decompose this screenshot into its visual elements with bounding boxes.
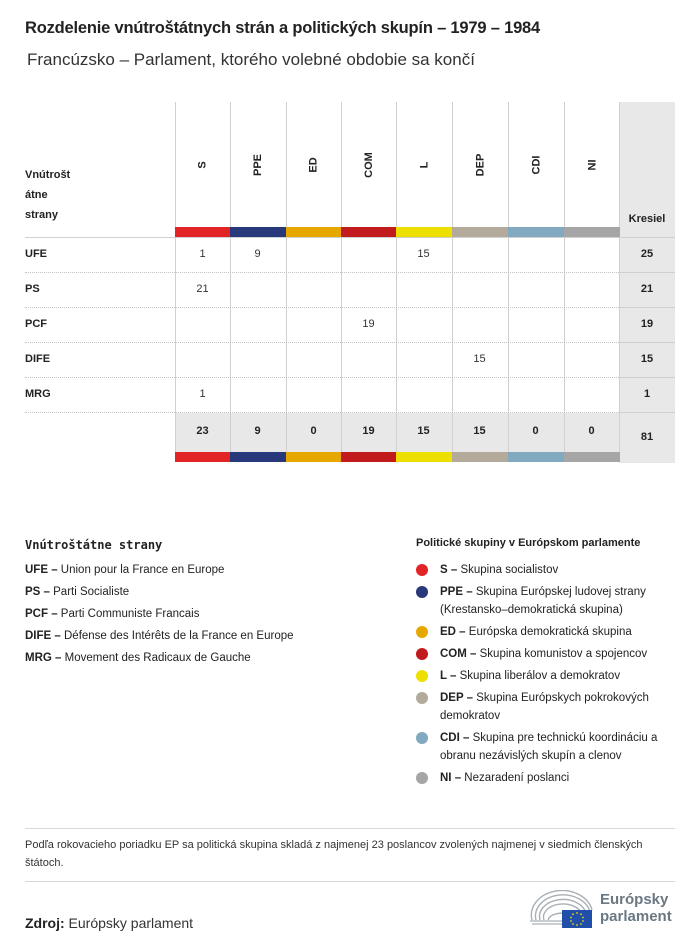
table-cell: 1 bbox=[199, 388, 206, 400]
national-parties-legend-heading: Vnútroštátne strany bbox=[25, 538, 163, 552]
column-header-dep bbox=[452, 102, 508, 227]
table-cell: 15 bbox=[473, 353, 486, 365]
column-total: 0 bbox=[588, 425, 595, 437]
table-cell: 19 bbox=[362, 318, 375, 330]
national-party-legend-item: UFE – Union pour la France en Europe bbox=[25, 564, 225, 576]
group-color-dot-icon bbox=[416, 648, 428, 660]
column-total: 0 bbox=[532, 425, 539, 437]
row-label-dife: DIFE bbox=[25, 353, 51, 365]
column-header-label: CDI bbox=[529, 155, 542, 174]
group-color-bar bbox=[452, 452, 508, 462]
group-color-dot-icon bbox=[416, 772, 428, 784]
column-header-label: COM bbox=[362, 151, 375, 178]
column-header-label: ED bbox=[308, 156, 320, 173]
column-header-com bbox=[341, 102, 397, 227]
row-divider bbox=[25, 412, 675, 413]
group-color-bar bbox=[286, 452, 342, 462]
row-divider bbox=[25, 377, 675, 378]
row-total: 25 bbox=[640, 248, 654, 260]
column-header-ed bbox=[286, 102, 342, 227]
political-groups-legend-heading: Politické skupiny v Európskom parlamente bbox=[416, 537, 641, 549]
footnote: Podľa rokovacieho poriadku EP sa politická skupina skladá z najmenej 23 poslancov zvolených najmenej v siedmich členských štátoch. bbox=[25, 839, 643, 869]
row-label-ps: PS bbox=[25, 283, 40, 295]
group-color-bar bbox=[286, 227, 342, 237]
seats-row-divider bbox=[619, 272, 675, 273]
national-party-legend-item: MRG – Movement des Radicaux de Gauche bbox=[25, 652, 251, 664]
table-cell: 9 bbox=[254, 248, 261, 260]
group-color-dot-icon bbox=[416, 626, 428, 638]
column-header-label: L bbox=[417, 161, 430, 168]
column-header-label: NI bbox=[586, 159, 598, 170]
group-color-bar bbox=[175, 452, 231, 462]
political-group-legend-item: PPE – Skupina Európskej ludovej strany (Krestansko–demokratická skupina) bbox=[440, 586, 646, 616]
group-color-bar bbox=[564, 227, 620, 237]
column-total: 23 bbox=[196, 425, 209, 437]
group-color-dot-icon bbox=[416, 670, 428, 682]
distribution-table bbox=[0, 0, 700, 470]
column-header-label: DEP bbox=[474, 153, 486, 176]
seats-row-divider bbox=[619, 307, 675, 308]
page-subtitle: Francúzsko – Parlament, ktorého volebné obdobie sa končí bbox=[27, 50, 475, 69]
column-header-label: S bbox=[197, 160, 209, 169]
national-party-legend-item: PS – Parti Socialiste bbox=[25, 586, 130, 598]
seats-row-divider bbox=[619, 342, 675, 343]
column-total: 15 bbox=[417, 425, 430, 437]
national-party-legend-item: DIFE – Défense des Intérêts de la France en Europe bbox=[25, 630, 294, 642]
row-total: 21 bbox=[640, 283, 654, 295]
table-cell: 15 bbox=[417, 248, 430, 260]
page-title: Rozdelenie vnútroštátnych strán a politických skupín – 1979 – 1984 bbox=[25, 19, 540, 37]
group-color-dot-icon bbox=[416, 732, 428, 744]
grand-total: 81 bbox=[640, 431, 654, 443]
column-total: 9 bbox=[254, 425, 261, 437]
group-color-bar bbox=[175, 227, 231, 237]
row-label-mrg: MRG bbox=[25, 388, 51, 400]
group-color-bar bbox=[341, 227, 397, 237]
group-color-bar bbox=[508, 452, 564, 462]
row-total: 1 bbox=[643, 388, 651, 400]
group-color-bar bbox=[230, 452, 286, 462]
hemicycle-icon bbox=[528, 890, 598, 930]
row-label-ufe: UFE bbox=[25, 248, 47, 260]
column-header-l bbox=[396, 102, 452, 227]
divider bbox=[25, 828, 675, 829]
political-group-legend-item: NI – Nezaradení poslanci bbox=[440, 772, 570, 784]
group-color-bar bbox=[396, 452, 452, 462]
column-total: 15 bbox=[473, 425, 486, 437]
political-group-legend-item: DEP – Skupina Európskych pokrokových demokratov bbox=[440, 692, 649, 722]
political-group-legend-item: CDI – Skupina pre technickú koordináciu a obranu nezávislých skupín a clenov bbox=[440, 732, 658, 762]
group-color-dot-icon bbox=[416, 692, 428, 704]
column-total: 0 bbox=[310, 425, 317, 437]
seats-row-divider bbox=[619, 412, 675, 413]
group-color-bar bbox=[341, 452, 397, 462]
row-divider bbox=[25, 307, 675, 308]
column-header-cdi bbox=[508, 102, 564, 227]
political-group-legend-item: L – Skupina liberálov a demokratov bbox=[440, 670, 621, 682]
logo-text: Európsky parlament bbox=[600, 891, 672, 925]
table-cell: 21 bbox=[196, 283, 209, 295]
column-header-s bbox=[175, 102, 231, 227]
column-header-label: PPE bbox=[251, 153, 264, 176]
political-group-legend-item: COM – Skupina komunistov a spojencov bbox=[440, 648, 648, 660]
row-divider bbox=[25, 272, 675, 273]
ep-logo bbox=[528, 890, 678, 930]
national-party-legend-item: PCF – Parti Communiste Francais bbox=[25, 608, 200, 620]
group-color-dot-icon bbox=[416, 564, 428, 576]
row-header: Vnútrošt átne strany bbox=[25, 169, 71, 221]
row-label-pcf: PCF bbox=[25, 318, 47, 330]
table-cell: 1 bbox=[199, 248, 206, 260]
divider bbox=[25, 881, 675, 882]
seats-header: Kresiel bbox=[628, 213, 666, 225]
column-header-ni bbox=[564, 102, 620, 227]
group-color-dot-icon bbox=[416, 586, 428, 598]
group-color-bar bbox=[564, 452, 620, 462]
row-divider bbox=[25, 342, 675, 343]
column-header-ppe bbox=[230, 102, 286, 227]
group-color-bar bbox=[396, 227, 452, 237]
source: Zdroj: Európsky parlament bbox=[25, 915, 194, 931]
group-color-bar bbox=[508, 227, 564, 237]
row-total: 15 bbox=[640, 353, 654, 365]
row-total: 19 bbox=[640, 318, 654, 330]
group-color-bar bbox=[230, 227, 286, 237]
seats-row-divider bbox=[619, 377, 675, 378]
column-total: 19 bbox=[362, 425, 375, 437]
header-divider bbox=[25, 237, 675, 238]
political-group-legend-item: ED – Európska demokratická skupina bbox=[440, 626, 632, 638]
group-color-bar bbox=[452, 227, 508, 237]
political-group-legend-item: S – Skupina socialistov bbox=[440, 564, 559, 576]
